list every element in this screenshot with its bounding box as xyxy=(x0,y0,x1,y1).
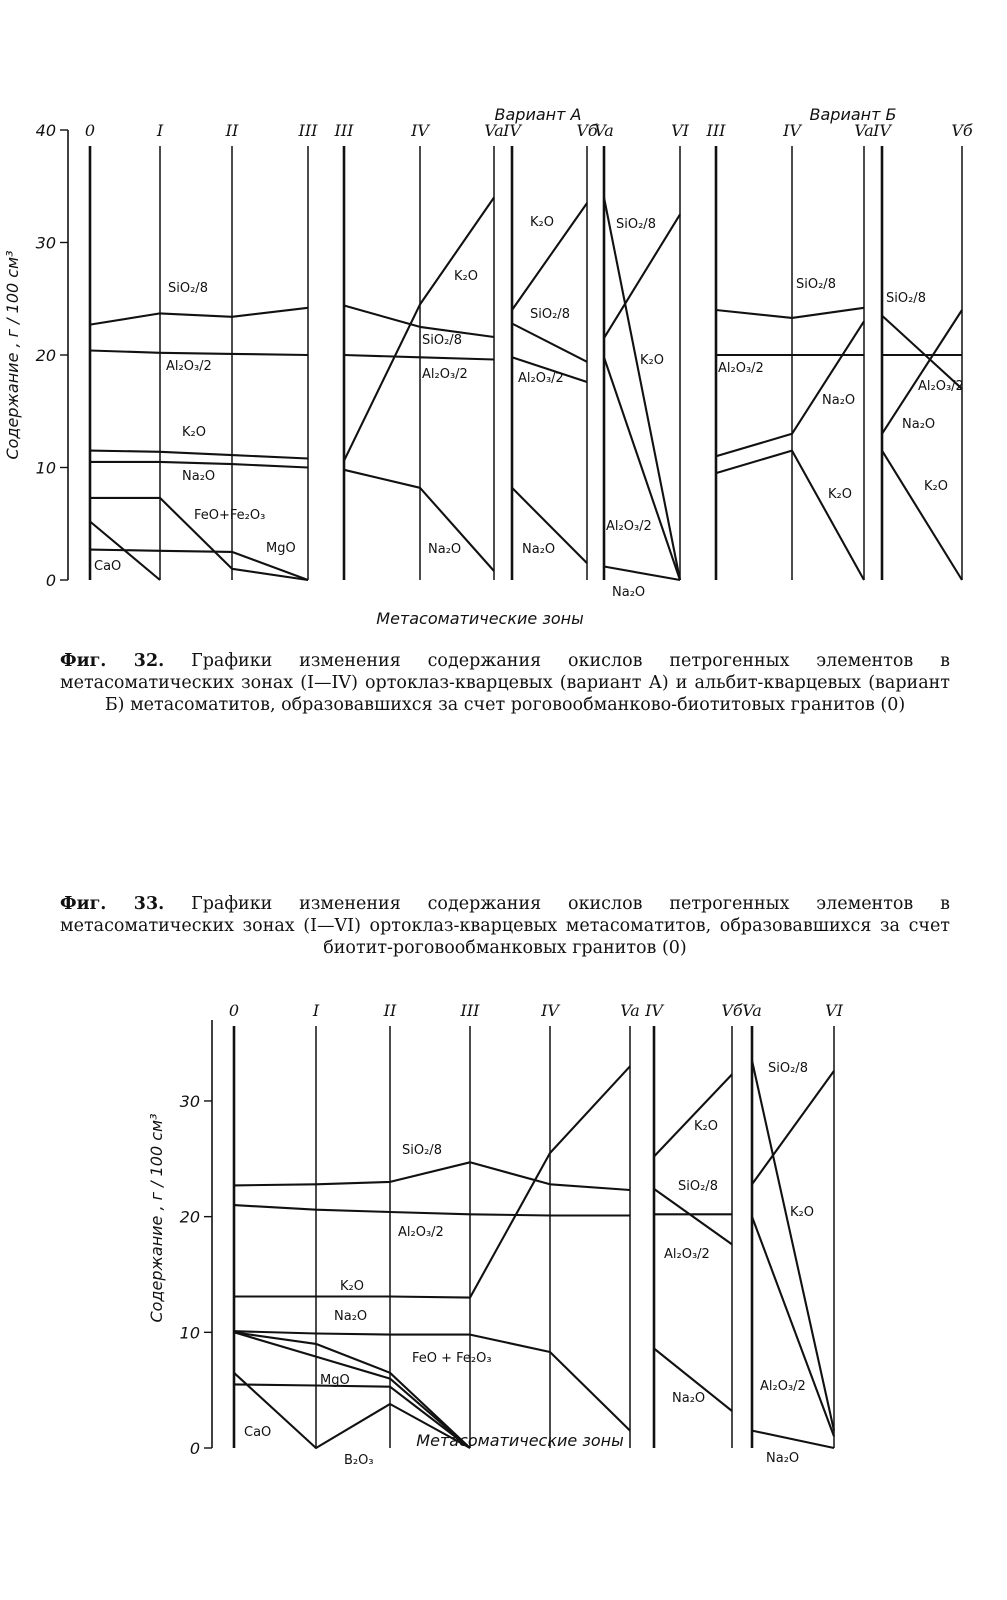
panel-1-series-k2o-line xyxy=(90,451,308,459)
panel-1-zone-label: Va xyxy=(620,1001,640,1020)
panel-2-series-al2o3-2-label: Al₂O₃/2 xyxy=(422,367,468,382)
panel-2-series-k2o-line xyxy=(654,1074,732,1156)
panel-2-series-sio2-8-label: SiO₂/8 xyxy=(422,333,462,348)
panel-1-series-mgo-label: MgO xyxy=(266,541,296,556)
panel-1-zone-label: 0 xyxy=(228,1001,240,1020)
panel-5-series-k2o-line xyxy=(716,451,864,580)
panel-3-series-sio2-8-label: SiO₂/8 xyxy=(768,1061,808,1076)
variant-label-1: Вариант А xyxy=(494,105,582,124)
panel-4-series-sio2-8-line xyxy=(604,214,680,338)
y-tick-label-30: 30 xyxy=(179,1091,200,1111)
panel-3-series-sio2-8-line xyxy=(512,324,587,362)
chart-33 xyxy=(0,990,1007,1590)
figure-33-caption xyxy=(60,893,950,959)
panel-6-series-sio2-8-line xyxy=(882,316,962,389)
panel-5-series-na2o-line xyxy=(716,321,864,456)
panel-5-series-sio2-8-label: SiO₂/8 xyxy=(796,277,836,292)
panel-2-zone-label: IV xyxy=(645,1001,663,1020)
panel-1-zone-label: III xyxy=(298,121,318,140)
panel-1-series-sio2-8-label: SiO₂/8 xyxy=(402,1143,442,1158)
panel-6-zone-label: IV xyxy=(873,121,891,140)
panel-3-series-al2o3-2-label: Al₂O₃/2 xyxy=(518,371,564,386)
panel-4-zone-label: VI xyxy=(671,121,689,140)
panel-2-series-al2o3-2-line xyxy=(344,355,494,360)
panel-6-series-al2o3-2-label: Al₂O₃/2 xyxy=(918,379,964,394)
panel-3-series-k2o-line xyxy=(752,1061,834,1431)
panel-5-zone-label: III xyxy=(706,121,726,140)
panel-6-series-na2o-line xyxy=(882,310,962,434)
panel-1-series-al2o3-2-label: Al₂O₃/2 xyxy=(398,1225,444,1240)
y-tick-label-0: 0 xyxy=(189,1439,200,1458)
panel-3-series-k2o-label: K₂O xyxy=(790,1205,814,1220)
y-tick-label-20: 20 xyxy=(35,346,56,365)
panel-3-zone-label: IV xyxy=(503,121,521,140)
panel-1-series-na2o-line xyxy=(90,462,308,468)
panel-3-zone-label: Va xyxy=(742,1001,762,1020)
x-axis-label: Метасоматические зоны xyxy=(416,1431,624,1450)
panel-6-zone-label: Vб xyxy=(951,121,973,140)
figure-33-caption-text: Графики изменения содержания окислов петрогенных элементов в метасоматических зонах (I—VI) ортоклаз-кварцевых метасоматитов, образовавшихся за счет биотит-роговообманковых гранитов (0) xyxy=(60,894,951,958)
figure-33-number: Фиг. 33. xyxy=(60,894,165,914)
y-tick-label-20: 20 xyxy=(179,1207,200,1227)
panel-5-series-al2o3-2-label: Al₂O₃/2 xyxy=(718,361,764,376)
panel-1-zone-label: 0 xyxy=(84,121,96,140)
chart-32 xyxy=(0,0,1007,640)
panel-1-series-al2o3-2-label: Al₂O₃/2 xyxy=(166,359,212,374)
panel-6-series-k2o-label: K₂O xyxy=(924,479,948,494)
figure-32-caption-text: Графики изменения содержания окислов петрогенных элементов в метасоматических зонах (I—IV) ортоклаз-кварцевых (вариант А) и альбит-кварцевых (вариант Б) метасоматитов, образовавшихся за счет роговообманково-биотитовых гранитов (0) xyxy=(60,651,951,715)
panel-3-series-k2o-label: K₂O xyxy=(530,215,554,230)
panel-6-series-na2o-label: Na₂O xyxy=(902,417,936,432)
panel-1-series-cao-label: CaO xyxy=(94,559,122,574)
panel-1-series-sio2-8-line xyxy=(234,1162,630,1190)
panel-1-zone-label: II xyxy=(225,121,239,140)
panel-3-zone-label: Vб xyxy=(576,121,598,140)
panel-1-series-cao-label: CaO xyxy=(244,1425,272,1440)
panel-3-series-al2o3-2-label: Al₂O₃/2 xyxy=(760,1379,806,1394)
panel-2-series-na2o-label: Na₂O xyxy=(428,542,462,557)
panel-2-series-k2o-line xyxy=(344,198,494,461)
panel-1-series-feo-fe2o3-label: FeO+Fe₂O₃ xyxy=(194,508,266,523)
panel-1-zone-label: III xyxy=(460,1001,480,1020)
y-axis-label: Содержание , г / 100 см³ xyxy=(3,250,22,460)
panel-2-zone-label: Vб xyxy=(721,1001,743,1020)
panel-5-zone-label: Va xyxy=(854,121,874,140)
figure-32-number: Фиг. 32. xyxy=(60,651,165,671)
panel-5-series-k2o-label: K₂O xyxy=(828,487,852,502)
panel-1-zone-label: I xyxy=(312,1001,320,1020)
panel-1-series-sio2-8-label: SiO₂/8 xyxy=(168,281,208,296)
panel-1-series-k2o-label: K₂O xyxy=(182,425,206,440)
panel-5-series-na2o-label: Na₂O xyxy=(822,393,856,408)
figure-33 xyxy=(0,990,1007,1594)
panel-2-zone-label: Va xyxy=(484,121,504,140)
panel-2-series-k2o-label: K₂O xyxy=(694,1119,718,1134)
panel-4-series-al2o3-2-label: Al₂O₃/2 xyxy=(606,519,652,534)
panel-2-series-na2o-label: Na₂O xyxy=(672,1391,706,1406)
figure-32 xyxy=(0,0,1007,644)
panel-1-zone-label: IV xyxy=(541,1001,559,1020)
panel-2-series-sio2-8-label: SiO₂/8 xyxy=(678,1179,718,1194)
panel-1-series-al2o3-2-line xyxy=(234,1205,630,1215)
panel-2-series-k2o-label: K₂O xyxy=(454,269,478,284)
panel-2-zone-label: III xyxy=(334,121,354,140)
panel-2-series-sio2-8-line xyxy=(654,1189,732,1245)
y-tick-label-40: 40 xyxy=(35,121,56,140)
variant-label-2: Вариант Б xyxy=(809,105,897,124)
y-tick-label-0: 0 xyxy=(45,571,56,590)
panel-1-series-k2o-line xyxy=(234,1066,630,1297)
panel-3-series-na2o-label: Na₂O xyxy=(522,542,556,557)
panel-2-series-na2o-line xyxy=(344,470,494,571)
panel-3-series-sio2-8-label: SiO₂/8 xyxy=(530,307,570,322)
panel-1-series-mgo-label: MgO xyxy=(320,1373,350,1388)
panel-2-series-al2o3-2-label: Al₂O₃/2 xyxy=(664,1247,710,1262)
panel-1-series-na2o-label: Na₂O xyxy=(334,1309,368,1324)
panel-1-series-feo-fe2o3-label: FeO + Fe₂O₃ xyxy=(412,1351,492,1366)
panel-3-series-na2o-label: Na₂O xyxy=(766,1451,800,1466)
panel-3-series-sio2-8-line xyxy=(752,1071,834,1184)
y-axis-label: Содержание , г / 100 см³ xyxy=(147,1113,166,1323)
panel-5-series-sio2-8-line xyxy=(716,308,864,318)
panel-4-series-na2o-line xyxy=(604,567,680,581)
panel-4-series-na2o-label: Na₂O xyxy=(612,585,646,600)
panel-5-zone-label: IV xyxy=(783,121,801,140)
panel-2-series-sio2-8-line xyxy=(344,306,494,338)
panel-4-zone-label: Va xyxy=(594,121,614,140)
panel-6-series-sio2-8-label: SiO₂/8 xyxy=(886,291,926,306)
panel-3-series-na2o-line xyxy=(752,1431,834,1448)
figure-32-caption xyxy=(60,650,950,716)
panel-3-zone-label: VI xyxy=(825,1001,843,1020)
panel-6-series-k2o-line xyxy=(882,451,962,580)
panel-1-series-b2o3-label: B₂O₃ xyxy=(344,1453,374,1468)
panel-2-zone-label: IV xyxy=(411,121,429,140)
panel-1-series-na2o-label: Na₂O xyxy=(182,469,216,484)
panel-1-series-al2o3-2-line xyxy=(90,351,308,356)
panel-1-zone-label: I xyxy=(156,121,164,140)
panel-4-series-sio2-8-label: SiO₂/8 xyxy=(616,217,656,232)
y-tick-label-10: 10 xyxy=(35,458,56,478)
panel-1-series-k2o-label: K₂O xyxy=(340,1279,364,1294)
y-tick-label-10: 10 xyxy=(179,1323,200,1343)
panel-1-zone-label: II xyxy=(383,1001,397,1020)
panel-1-series-sio2-8-line xyxy=(90,308,308,325)
y-tick-label-30: 30 xyxy=(35,233,56,253)
x-axis-label: Метасоматические зоны xyxy=(376,609,584,628)
panel-4-series-k2o-label: K₂O xyxy=(640,353,664,368)
